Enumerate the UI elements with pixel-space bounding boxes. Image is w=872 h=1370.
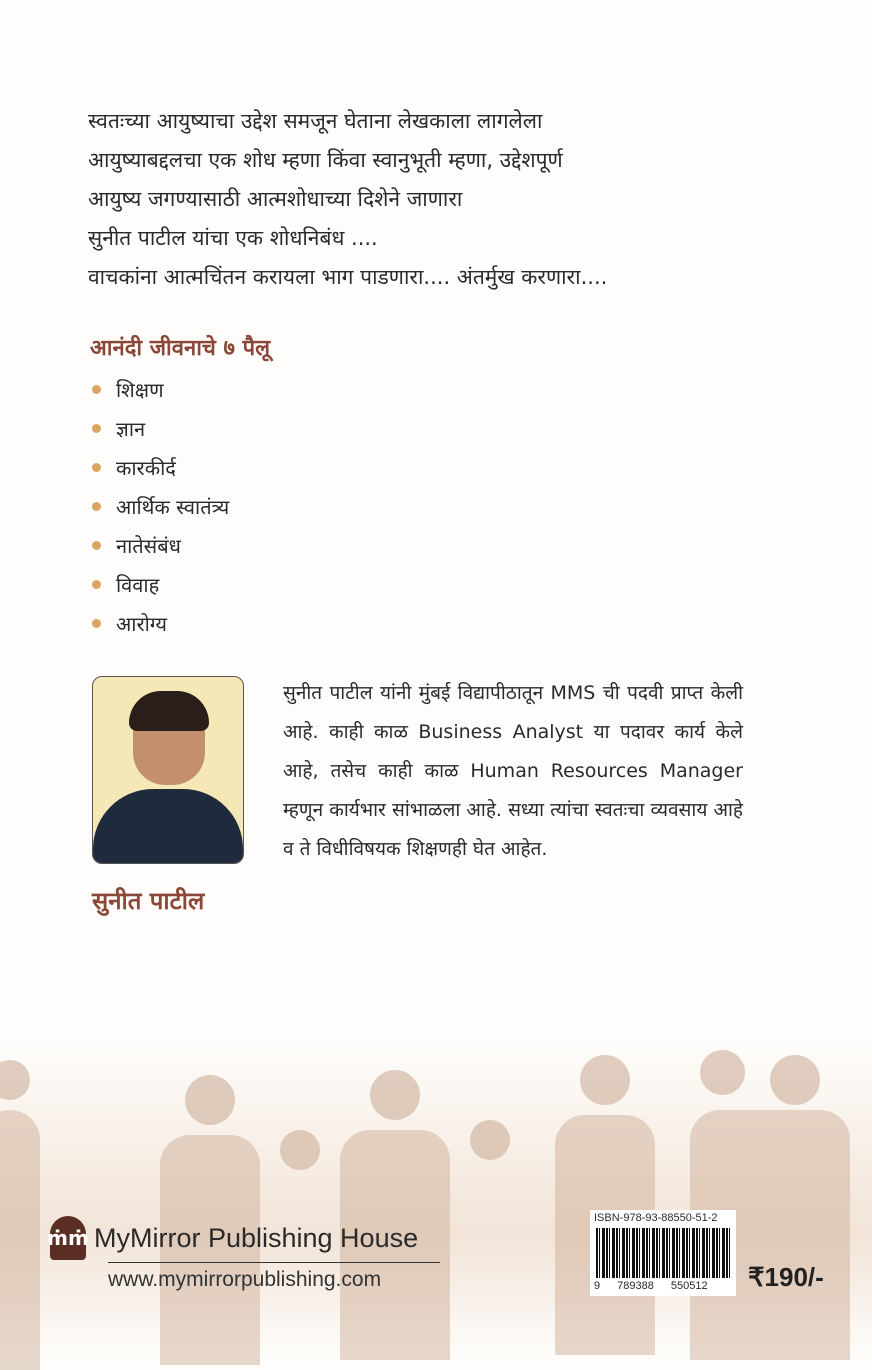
bullet-icon [92, 385, 101, 394]
aspects-heading: आनंदी जीवनाचे ७ पैलू [90, 336, 271, 361]
photo-hair [129, 691, 209, 731]
bullet-icon [92, 580, 101, 589]
list-item-label: विवाह [116, 573, 160, 597]
publisher-url: www.mymirrorpublishing.com [108, 1268, 382, 1291]
blurb-line: वाचकांना आत्मचिंतन करायला भाग पाडणारा.... अंतर्मुख करणारा.... [88, 265, 608, 289]
list-item [92, 448, 229, 487]
list-item [92, 409, 229, 448]
list-item-label: कारकीर्द [116, 456, 176, 480]
publisher-logo [47, 1216, 419, 1260]
bullet-icon [92, 463, 101, 472]
bullet-icon [92, 619, 101, 628]
photo-body [93, 789, 243, 864]
barcode [590, 1210, 736, 1296]
blurb [88, 102, 607, 297]
author-name: सुनीत पाटील [92, 887, 205, 915]
list-item-label: ज्ञान [116, 417, 146, 441]
list-item-label: नातेसंबंध [116, 534, 181, 558]
list-item [92, 604, 229, 643]
barcode-digits: 9 789388 550512 [594, 1280, 708, 1292]
list-item-label: शिक्षण [116, 378, 164, 402]
list-item-label: आरोग्य [116, 612, 168, 636]
list-item [92, 370, 229, 409]
list-item [92, 526, 229, 565]
list-item [92, 565, 229, 604]
crowd-illustration [0, 1040, 872, 1361]
blurb-line: आयुष्याबद्दलचा एक शोध म्हणा किंवा स्वानुभूती म्हणा, उद्देशपूर्ण [88, 148, 563, 172]
bullet-icon [92, 502, 101, 511]
blurb-line: आयुष्य जगण्यासाठी आत्मशोधाच्या दिशेने जाणारा [88, 187, 463, 211]
publisher-logo-icon: ṁṁ [50, 1216, 86, 1260]
list-item-label: आर्थिक स्वातंत्र्य [116, 495, 230, 519]
blurb-line: सुनीत पाटील यांचा एक शोधनिबंध .... [88, 226, 378, 250]
bullet-icon [92, 424, 101, 433]
bullet-icon [92, 541, 101, 550]
author-photo [92, 676, 244, 864]
list-item [92, 487, 229, 526]
author-bio: सुनीत पाटील यांनी मुंबई विद्यापीठातून MMS ची पदवी प्राप्त केली आहे. काही काळ Business Analyst या पदावर कार्य केले आहे, तसेच काही काळ Human Resources Manager म्हणून कार्यभार सांभाळला आहे. सध्या त्यांचा स्वतःचा व्यवसाय आहे व ते विधीविषयक शिक्षणही घेत आहेत. [283, 682, 743, 860]
blurb-line: स्वतःच्या आयुष्याचा उद्देश समजून घेताना लेखकाला लागलेला [88, 109, 543, 133]
barcode-bars [596, 1228, 730, 1278]
divider [108, 1262, 440, 1263]
price: ₹190/- [748, 1262, 824, 1292]
aspects-list [92, 370, 229, 643]
isbn-text: ISBN-978-93-88550-51-2 [594, 1212, 718, 1224]
publisher-name: MyMirror Publishing House [94, 1222, 419, 1253]
